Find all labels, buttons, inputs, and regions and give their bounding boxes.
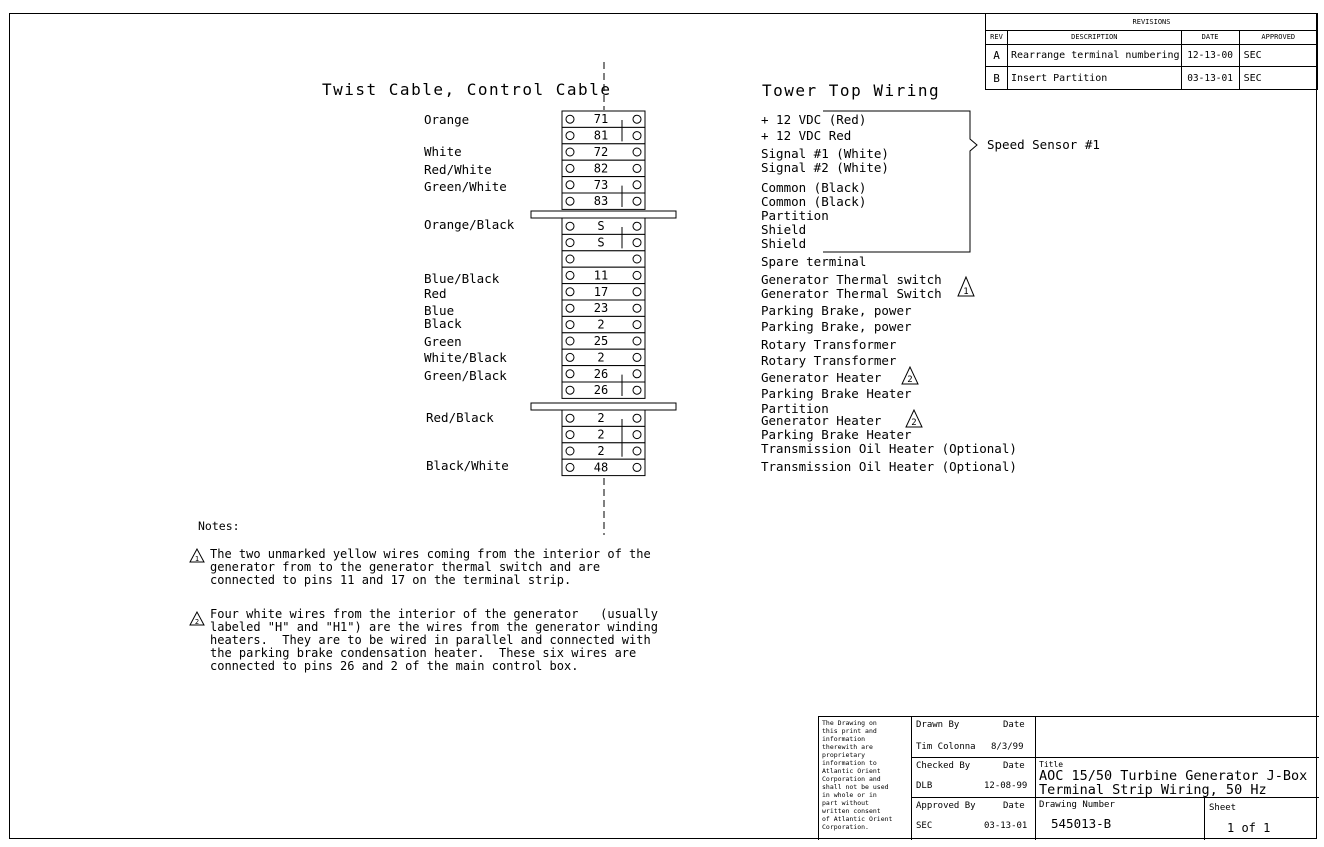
revision-date: 12-13-00: [1181, 45, 1239, 67]
terminal-number: 25: [593, 334, 609, 348]
screw-terminal-icon: [566, 414, 574, 422]
terminal-number: 48: [593, 460, 609, 475]
screw-terminal-icon: [566, 447, 574, 455]
screw-terminal-icon: [566, 115, 574, 123]
revisions-header: DATE: [1181, 31, 1239, 45]
tower-label: + 12 VDC Red: [761, 128, 852, 143]
approved-by-value: SEC: [916, 821, 933, 831]
tower-label: Parking Brake Heater: [761, 386, 912, 401]
drawing-number-value: 545013-B: [1051, 816, 1112, 831]
screw-terminal-icon: [566, 239, 574, 247]
revision-description: Insert Partition: [1008, 67, 1182, 90]
tower-label: Generator Heater: [761, 413, 882, 428]
screw-terminal-icon: [633, 431, 641, 439]
svg-text:1: 1: [194, 555, 200, 563]
terminal-number: 2: [597, 350, 605, 365]
wire-label: Green: [424, 334, 462, 349]
screw-terminal-icon: [633, 239, 641, 247]
wire-label: Red/Black: [426, 410, 494, 425]
revision-triangle-icon: [906, 410, 922, 428]
revisions-header: REV: [986, 31, 1008, 45]
terminal-number: 26: [593, 383, 609, 398]
terminal-number: 11: [593, 268, 609, 283]
drawing-title-line2: Terminal Strip Wiring, 50 Hz: [1039, 782, 1267, 798]
revision-triangle-icon: [902, 367, 918, 385]
approved-date-value: 03-13-01: [984, 821, 1028, 831]
tower-label: Rotary Transformer: [761, 337, 897, 352]
terminal-number: 83: [593, 194, 609, 209]
checked-date-value: 12-08-99: [984, 781, 1028, 791]
screw-terminal-icon: [633, 463, 641, 471]
tower-label: Signal #1 (White): [761, 146, 889, 161]
screw-terminal-icon: [566, 386, 574, 394]
drawn-by-label: Drawn By: [916, 720, 960, 730]
terminal-number: 82: [593, 161, 609, 176]
terminal-number: 23: [593, 301, 609, 316]
revision-approved: SEC: [1239, 67, 1317, 90]
revision-approved: SEC: [1239, 45, 1317, 67]
wire-label: Red/White: [424, 162, 492, 177]
note-1: The two unmarked yellow wires coming from the interior of the generator from to the generator thermal switch and are connected to pins 11 and 17 on the terminal strip.: [210, 547, 651, 587]
screw-terminal-icon: [566, 370, 574, 378]
title-block: [818, 716, 1319, 840]
tower-label: + 12 VDC (Red): [761, 112, 867, 127]
screw-terminal-icon: [633, 288, 641, 296]
tower-label: Parking Brake, power: [761, 319, 912, 334]
screw-terminal-icon: [633, 447, 641, 455]
terminal-number: S: [597, 219, 605, 234]
screw-terminal-icon: [633, 271, 641, 279]
title-label: Title: [1039, 760, 1064, 769]
wire-label: White: [424, 144, 462, 159]
terminal-number: 81: [593, 128, 609, 143]
tower-label: Generator Thermal Switch: [761, 286, 942, 301]
screw-terminal-icon: [566, 353, 574, 361]
screw-terminal-icon: [633, 414, 641, 422]
screw-terminal-icon: [566, 288, 574, 296]
checked-by-value: DLB: [916, 781, 933, 791]
svg-text:2: 2: [907, 375, 913, 385]
wire-label: Black: [424, 316, 462, 331]
wire-label: Green/Black: [424, 368, 507, 383]
date-label: Date: [1003, 801, 1025, 811]
screw-terminal-icon: [566, 164, 574, 172]
terminal-number: 2: [597, 317, 605, 332]
svg-text:1: 1: [963, 287, 969, 297]
screw-terminal-icon: [566, 255, 574, 263]
tower-label: Generator Thermal switch: [761, 272, 942, 287]
screw-terminal-icon: [633, 148, 641, 156]
screw-terminal-icon: [566, 463, 574, 471]
terminal-number: 2: [597, 427, 605, 442]
revisions-header: DESCRIPTION: [1008, 31, 1182, 45]
wire-label: Red: [424, 286, 447, 301]
terminal-strip: [562, 111, 645, 476]
wire-label: Blue: [424, 303, 455, 318]
terminal-number: 2: [597, 411, 605, 426]
sheet-value: 1 of 1: [1227, 821, 1271, 835]
tower-label: Common (Black): [761, 180, 867, 195]
tower-label: Shield: [761, 222, 807, 237]
revision-rev: A: [986, 45, 1008, 67]
partition-bar: [531, 211, 676, 218]
screw-terminal-icon: [633, 164, 641, 172]
tower-label: Partition: [761, 208, 829, 223]
terminal-number: 2: [597, 444, 605, 458]
sheet-label: Sheet: [1209, 803, 1237, 813]
wire-label: Blue/Black: [424, 271, 500, 286]
speed-sensor-label: Speed Sensor #1: [987, 137, 1100, 152]
terminal-number: 73: [593, 177, 609, 192]
screw-terminal-icon: [566, 304, 574, 312]
wire-label: Green/White: [424, 179, 507, 194]
left-heading: Twist Cable, Control Cable: [322, 80, 612, 99]
note-2: Four white wires from the interior of the generator (usually labeled "H" and "H1") are the wires from the generator winding heaters. They are to be wired in parallel and connected with the parking brake condensation heater. These six wires are connected to pins 26 and 2 of the main control box.: [210, 607, 658, 673]
tower-label: Transmission Oil Heater (Optional): [761, 459, 1017, 474]
tower-label: Partition: [761, 401, 829, 416]
drawing-title-line1: AOC 15/50 Turbine Generator J-Box: [1039, 768, 1308, 784]
screw-terminal-icon: [566, 337, 574, 345]
tower-label: Parking Brake, power: [761, 303, 912, 318]
revisions-title: REVISIONS: [986, 14, 1318, 31]
date-label: Date: [1003, 761, 1025, 771]
right-heading: Tower Top Wiring: [762, 81, 941, 100]
screw-terminal-icon: [633, 353, 641, 361]
proprietary-notice: The Drawing on this print and information therewith are proprietary information to Atlantic Orient Corporation and shall not be used in whole or in part without written consent of Atlantic Orient Corporation.: [822, 719, 893, 831]
revision-triangle-icon: [190, 612, 204, 626]
svg-text:2: 2: [194, 618, 200, 626]
terminal-number: 72: [593, 145, 609, 159]
screw-terminal-icon: [633, 321, 641, 329]
terminal-number: 71: [593, 112, 609, 127]
revision-triangle-icon: [190, 549, 204, 563]
divider: [1204, 797, 1205, 840]
terminal-number: 17: [593, 284, 609, 299]
notes-heading: Notes:: [198, 519, 240, 533]
screw-terminal-icon: [633, 255, 641, 263]
revisions-header: APPROVED: [1239, 31, 1317, 45]
tower-label: Generator Heater: [761, 370, 882, 385]
screw-terminal-icon: [566, 321, 574, 329]
partition-bar: [531, 403, 676, 410]
drawn-date-value: 8/3/99: [991, 742, 1024, 752]
screw-terminal-icon: [566, 197, 574, 205]
screw-terminal-icon: [633, 222, 641, 230]
terminal-number: S: [597, 235, 605, 250]
checked-by-label: Checked By: [916, 761, 971, 771]
wire-label: White/Black: [424, 350, 507, 365]
revisions-table: [985, 13, 1318, 90]
tower-label: Spare terminal: [761, 254, 867, 269]
screw-terminal-icon: [566, 132, 574, 140]
screw-terminal-icon: [633, 132, 641, 140]
tower-label: Transmission Oil Heater (Optional): [761, 441, 1017, 456]
wire-label: Orange/Black: [424, 217, 515, 232]
revision-description: Rearrange terminal numbering: [1008, 45, 1182, 67]
tower-label: Rotary Transformer: [761, 353, 897, 368]
screw-terminal-icon: [566, 181, 574, 189]
tower-label: Shield: [761, 236, 807, 251]
tower-label: Parking Brake Heater: [761, 427, 912, 442]
screw-terminal-icon: [633, 197, 641, 205]
drawing-number-label: Drawing Number: [1039, 800, 1115, 810]
tower-label: Signal #2 (White): [761, 160, 889, 175]
screw-terminal-icon: [566, 431, 574, 439]
revision-date: 03-13-01: [1181, 67, 1239, 90]
terminal-number: 26: [593, 366, 609, 381]
screw-terminal-icon: [633, 386, 641, 394]
svg-text:2: 2: [911, 418, 917, 428]
revision-triangle-icon: [958, 277, 974, 297]
screw-terminal-icon: [633, 370, 641, 378]
date-label: Date: [1003, 720, 1025, 730]
tower-label: Common (Black): [761, 194, 867, 209]
wire-label: Orange: [424, 112, 470, 127]
wire-label: Black/White: [426, 458, 509, 473]
screw-terminal-icon: [633, 181, 641, 189]
divider: [1035, 717, 1036, 840]
screw-terminal-icon: [633, 304, 641, 312]
screw-terminal-icon: [566, 271, 574, 279]
screw-terminal-icon: [566, 222, 574, 230]
divider: [911, 717, 912, 840]
revision-rev: B: [986, 67, 1008, 90]
divider: [911, 757, 1319, 758]
drawn-by-value: Tim Colonna: [916, 742, 976, 752]
screw-terminal-icon: [633, 337, 641, 345]
approved-by-label: Approved By: [916, 801, 976, 811]
screw-terminal-icon: [633, 115, 641, 123]
screw-terminal-icon: [566, 148, 574, 156]
